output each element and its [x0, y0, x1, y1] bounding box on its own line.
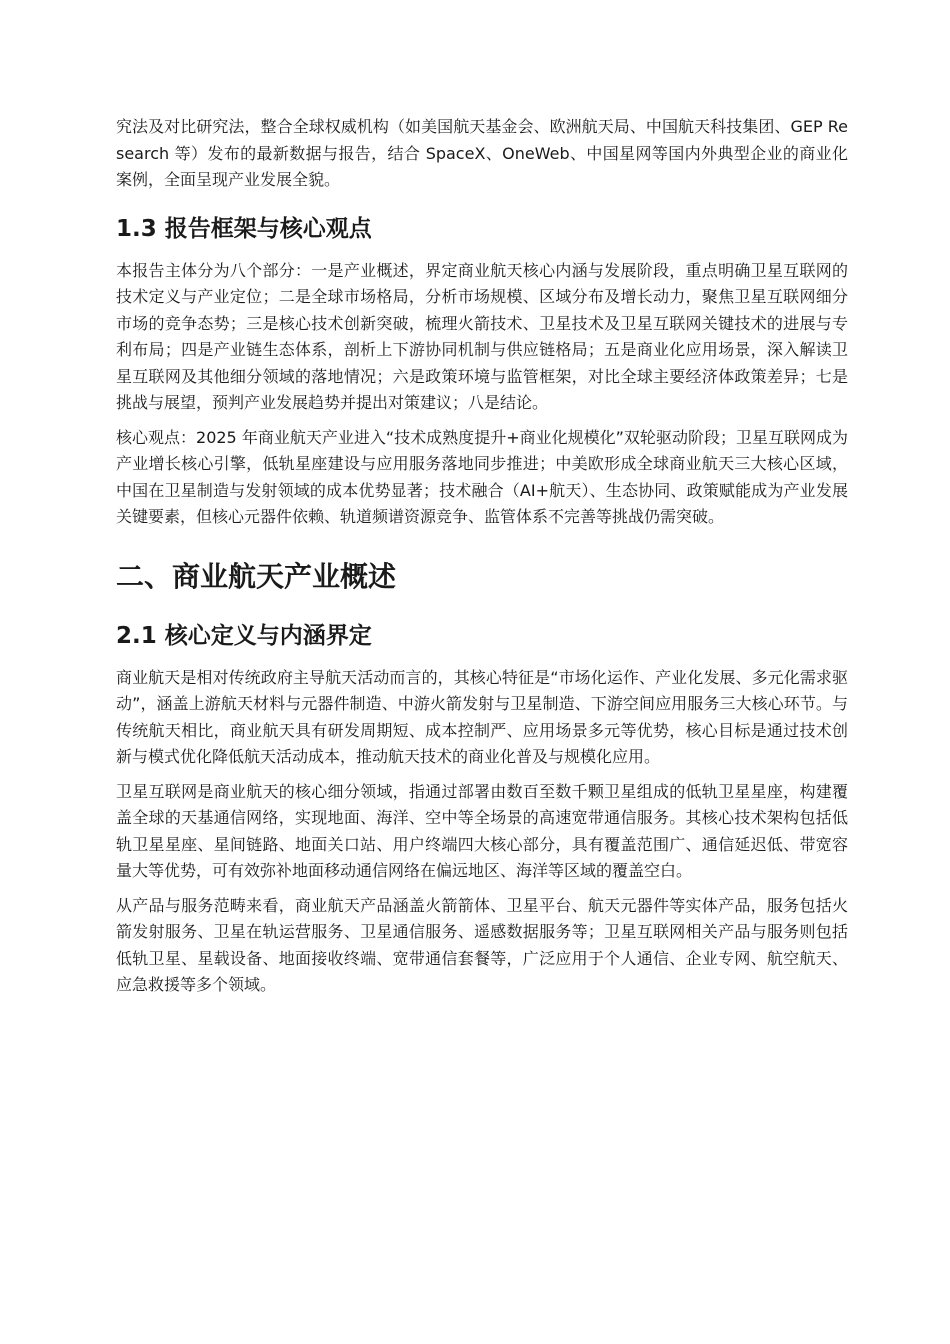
core-views-paragraph: 核心观点：2025 年商业航天产业进入“技术成熟度提升+商业化规模化”双轮驱动阶段；卫星互联网成为产业增长核心引擎，低轨星座建设与应用服务落地同步推进；中美欧形成全球商业航天三大核心区域，中国在卫星制造与发射领域的成本优势显著；技术融合（AI+航天）、生态协同、政策赋能成为产业发展关键要素，但核心元器件依赖、轨道频谱资源竞争、监管体系不完善等挑战仍需突破。 — [116, 427, 848, 526]
satellite-internet-definition-paragraph: 卫星互联网是商业航天的核心细分领域，指通过部署由数百至数千颗卫星组成的低轨卫星星座，构建覆盖全球的天基通信网络，实现地面、海洋、空中等全场景的高速宽带通信服务。其核心技术架构包括低轨卫星星座、星间链路、地面关口站、用户终端四大核心部分，具有覆盖范围广、通信延迟低、带宽容量大等优势，可有效弥补地面移动通信网络在偏远地区、海洋等区域的覆盖空白。 — [116, 781, 848, 880]
section-2-1-heading: 2.1 核心定义与内涵界定 — [116, 622, 372, 649]
products-services-paragraph: 从产品与服务范畴来看，商业航天产品涵盖火箭箭体、卫星平台、航天元器件等实体产品，服务包括火箭发射服务、卫星在轨运营服务、卫星通信服务、遥感数据服务等；卫星互联网相关产品与服务则包括低轨卫星、星载设备、地面接收终端、宽带通信套餐等，广泛应用于个人通信、企业专网、航空航天、应急救援等多个领域。 — [116, 895, 848, 994]
intro-paragraph: 究法及对比研究法，整合全球权威机构（如美国航天基金会、欧洲航天局、中国航天科技集团、GEP Research 等）发布的最新数据与报告，结合 SpaceX、OneWeb、中国星网等国内外典型企业的商业化案例，全面呈现产业发展全貌。 — [116, 117, 848, 189]
section-1-3-heading: 1.3 报告框架与核心观点 — [116, 215, 372, 242]
commercial-space-definition-paragraph: 商业航天是相对传统政府主导航天活动而言的，其核心特征是“市场化运作、产业化发展、多元化需求驱动”，涵盖上游航天材料与元器件制造、中游火箭发射与卫星制造、下游空间应用服务三大核心环节。与传统航天相比，商业航天具有研发周期短、成本控制严、应用场景多元等优势，核心目标是通过技术创新与模式优化降低航天活动成本，推动航天技术的商业化普及与规模化应用。 — [116, 667, 848, 766]
chapter-2-heading: 二、商业航天产业概述 — [116, 559, 397, 593]
document-page — [116, 114, 848, 1007]
report-structure-paragraph: 本报告主体分为八个部分：一是产业概述，界定商业航天核心内涵与发展阶段，重点明确卫星互联网的技术定义与产业定位；二是全球市场格局，分析市场规模、区域分布及增长动力，聚焦卫星互联网细分市场的竞争态势；三是核心技术创新突破，梳理火箭技术、卫星技术及卫星互联网关键技术的进展与专利布局；四是产业链生态体系，剖析上下游协同机制与供应链格局；五是商业化应用场景，深入解读卫星互联网及其他细分领域的落地情况；六是政策环境与监管框架，对比全球主要经济体政策差异；七是挑战与展望，预判产业发展趋势并提出对策建议；八是结论。 — [116, 260, 848, 412]
